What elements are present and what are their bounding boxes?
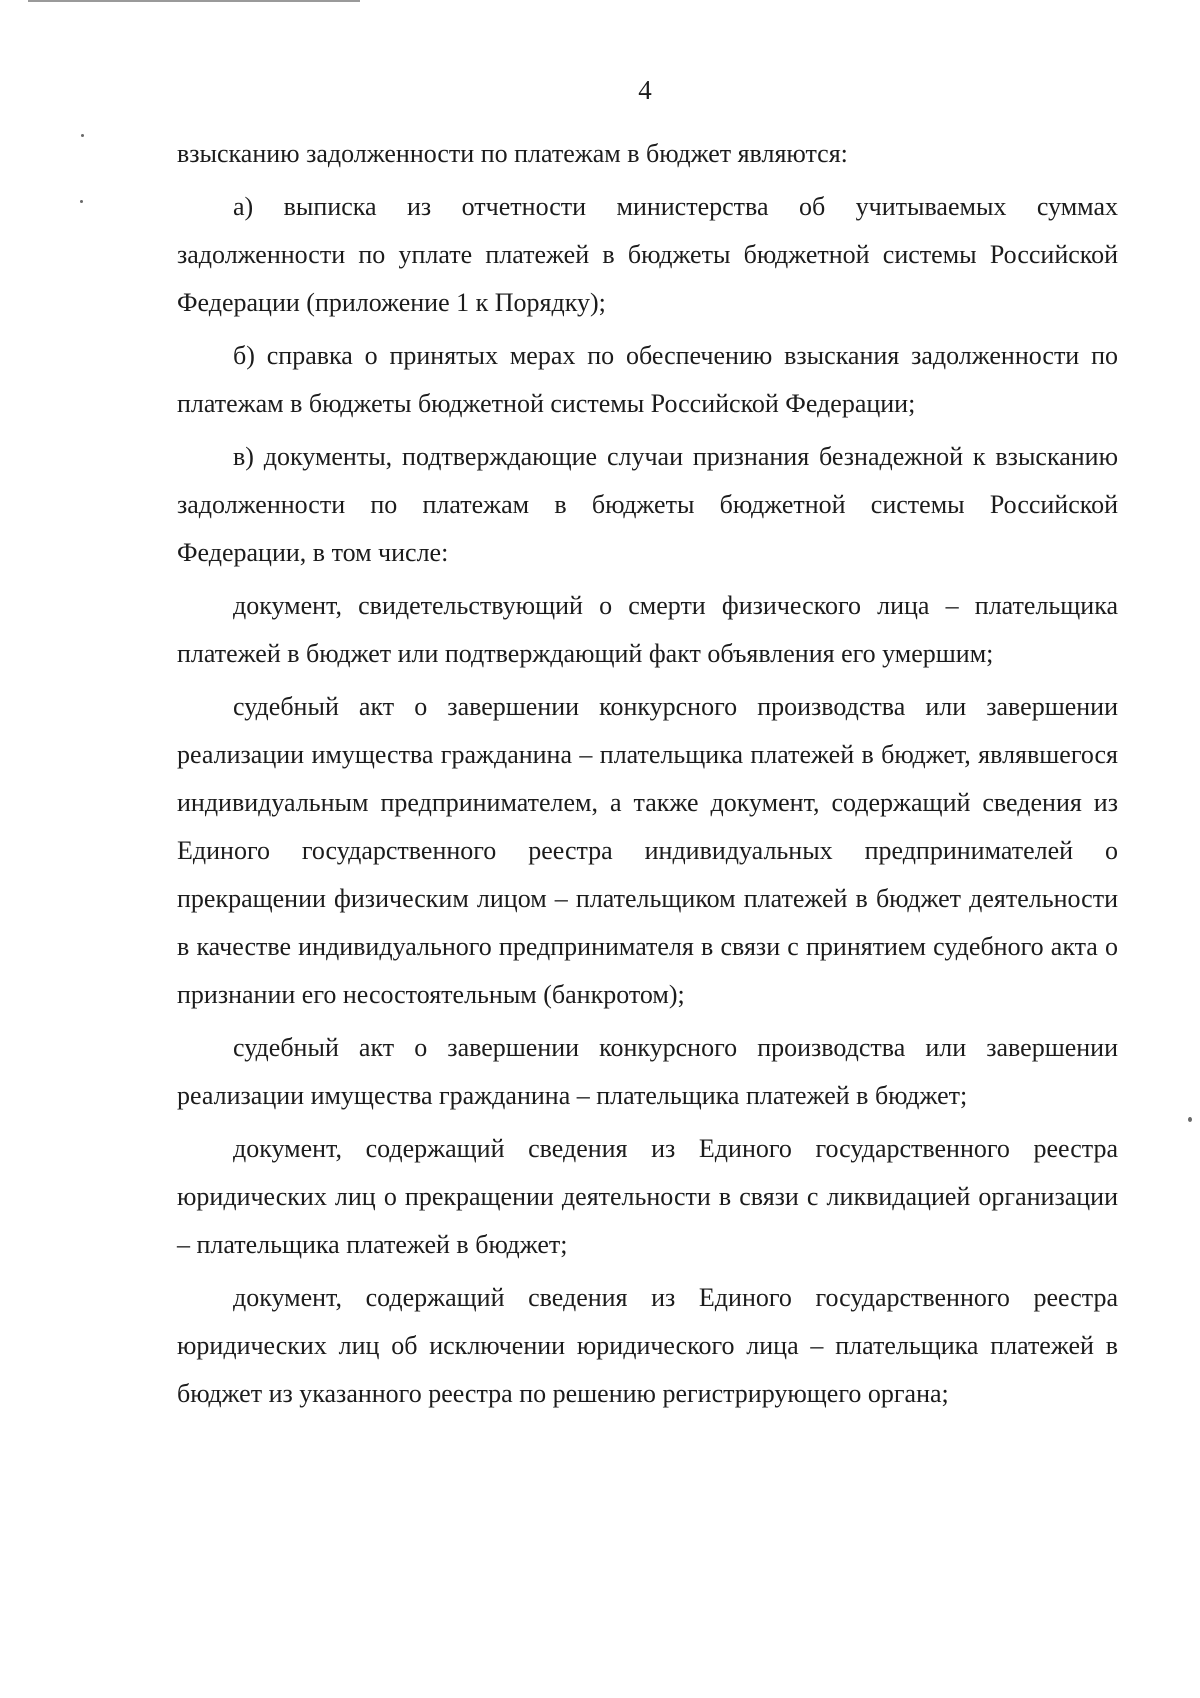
scan-speck — [81, 134, 84, 137]
paragraph-item-a: а) выписка из отчетности министерства об учитываемых суммах задолженности по уплате платежей в бюджеты бюджетной системы Российской Федерации (приложение 1 к Порядку); — [177, 192, 1118, 317]
paragraph-item-v: в) документы, подтверждающие случаи признания безнадежной к взысканию задолженности по платежам в бюджеты бюджетной системы Российской Федерации, в том числе: — [177, 442, 1118, 567]
paragraph: судебный акт о завершении конкурсного производства или завершении реализации имущества гражданина – плательщика платежей в бюджет; — [177, 1033, 1118, 1110]
paragraph-item-b: б) справка о принятых мерах по обеспечению взыскания задолженности по платежам в бюджеты бюджетной системы Российской Федерации; — [177, 341, 1118, 418]
paragraph: взысканию задолженности по платежам в бюджет являются: — [177, 139, 848, 168]
scan-speck — [80, 200, 83, 203]
page-body — [177, 130, 1118, 1418]
page-number: 4 — [638, 75, 652, 105]
paragraph: документ, содержащий сведения из Единого государственного реестра юридических лиц о прекращении деятельности в связи с ликвидацией организации – плательщика платежей в бюджет; — [177, 1134, 1118, 1259]
paragraph: судебный акт о завершении конкурсного производства или завершении реализации имущества гражданина – плательщика платежей в бюджет, являвшегося индивидуальным предпринимателем, а также документ, содержащий сведения из Единого государственного реестра индивидуальных предпринимателей о прекращении физическим лицом – плательщиком платежей в бюджет деятельности в качестве индивидуального предпринимателя в связи с принятием судебного акта о признании его несостоятельным (банкротом); — [177, 692, 1118, 1009]
paragraph: документ, содержащий сведения из Единого государственного реестра юридических лиц об исключении юридического лица – плательщика платежей в бюджет из указанного реестра по решению регистрирующего органа; — [177, 1283, 1118, 1408]
scan-edge-line — [28, 0, 360, 2]
paragraph: документ, свидетельствующий о смерти физического лица – плательщика платежей в бюджет или подтверждающий факт объявления его умершим; — [177, 591, 1118, 668]
scan-speck — [1188, 1117, 1192, 1122]
